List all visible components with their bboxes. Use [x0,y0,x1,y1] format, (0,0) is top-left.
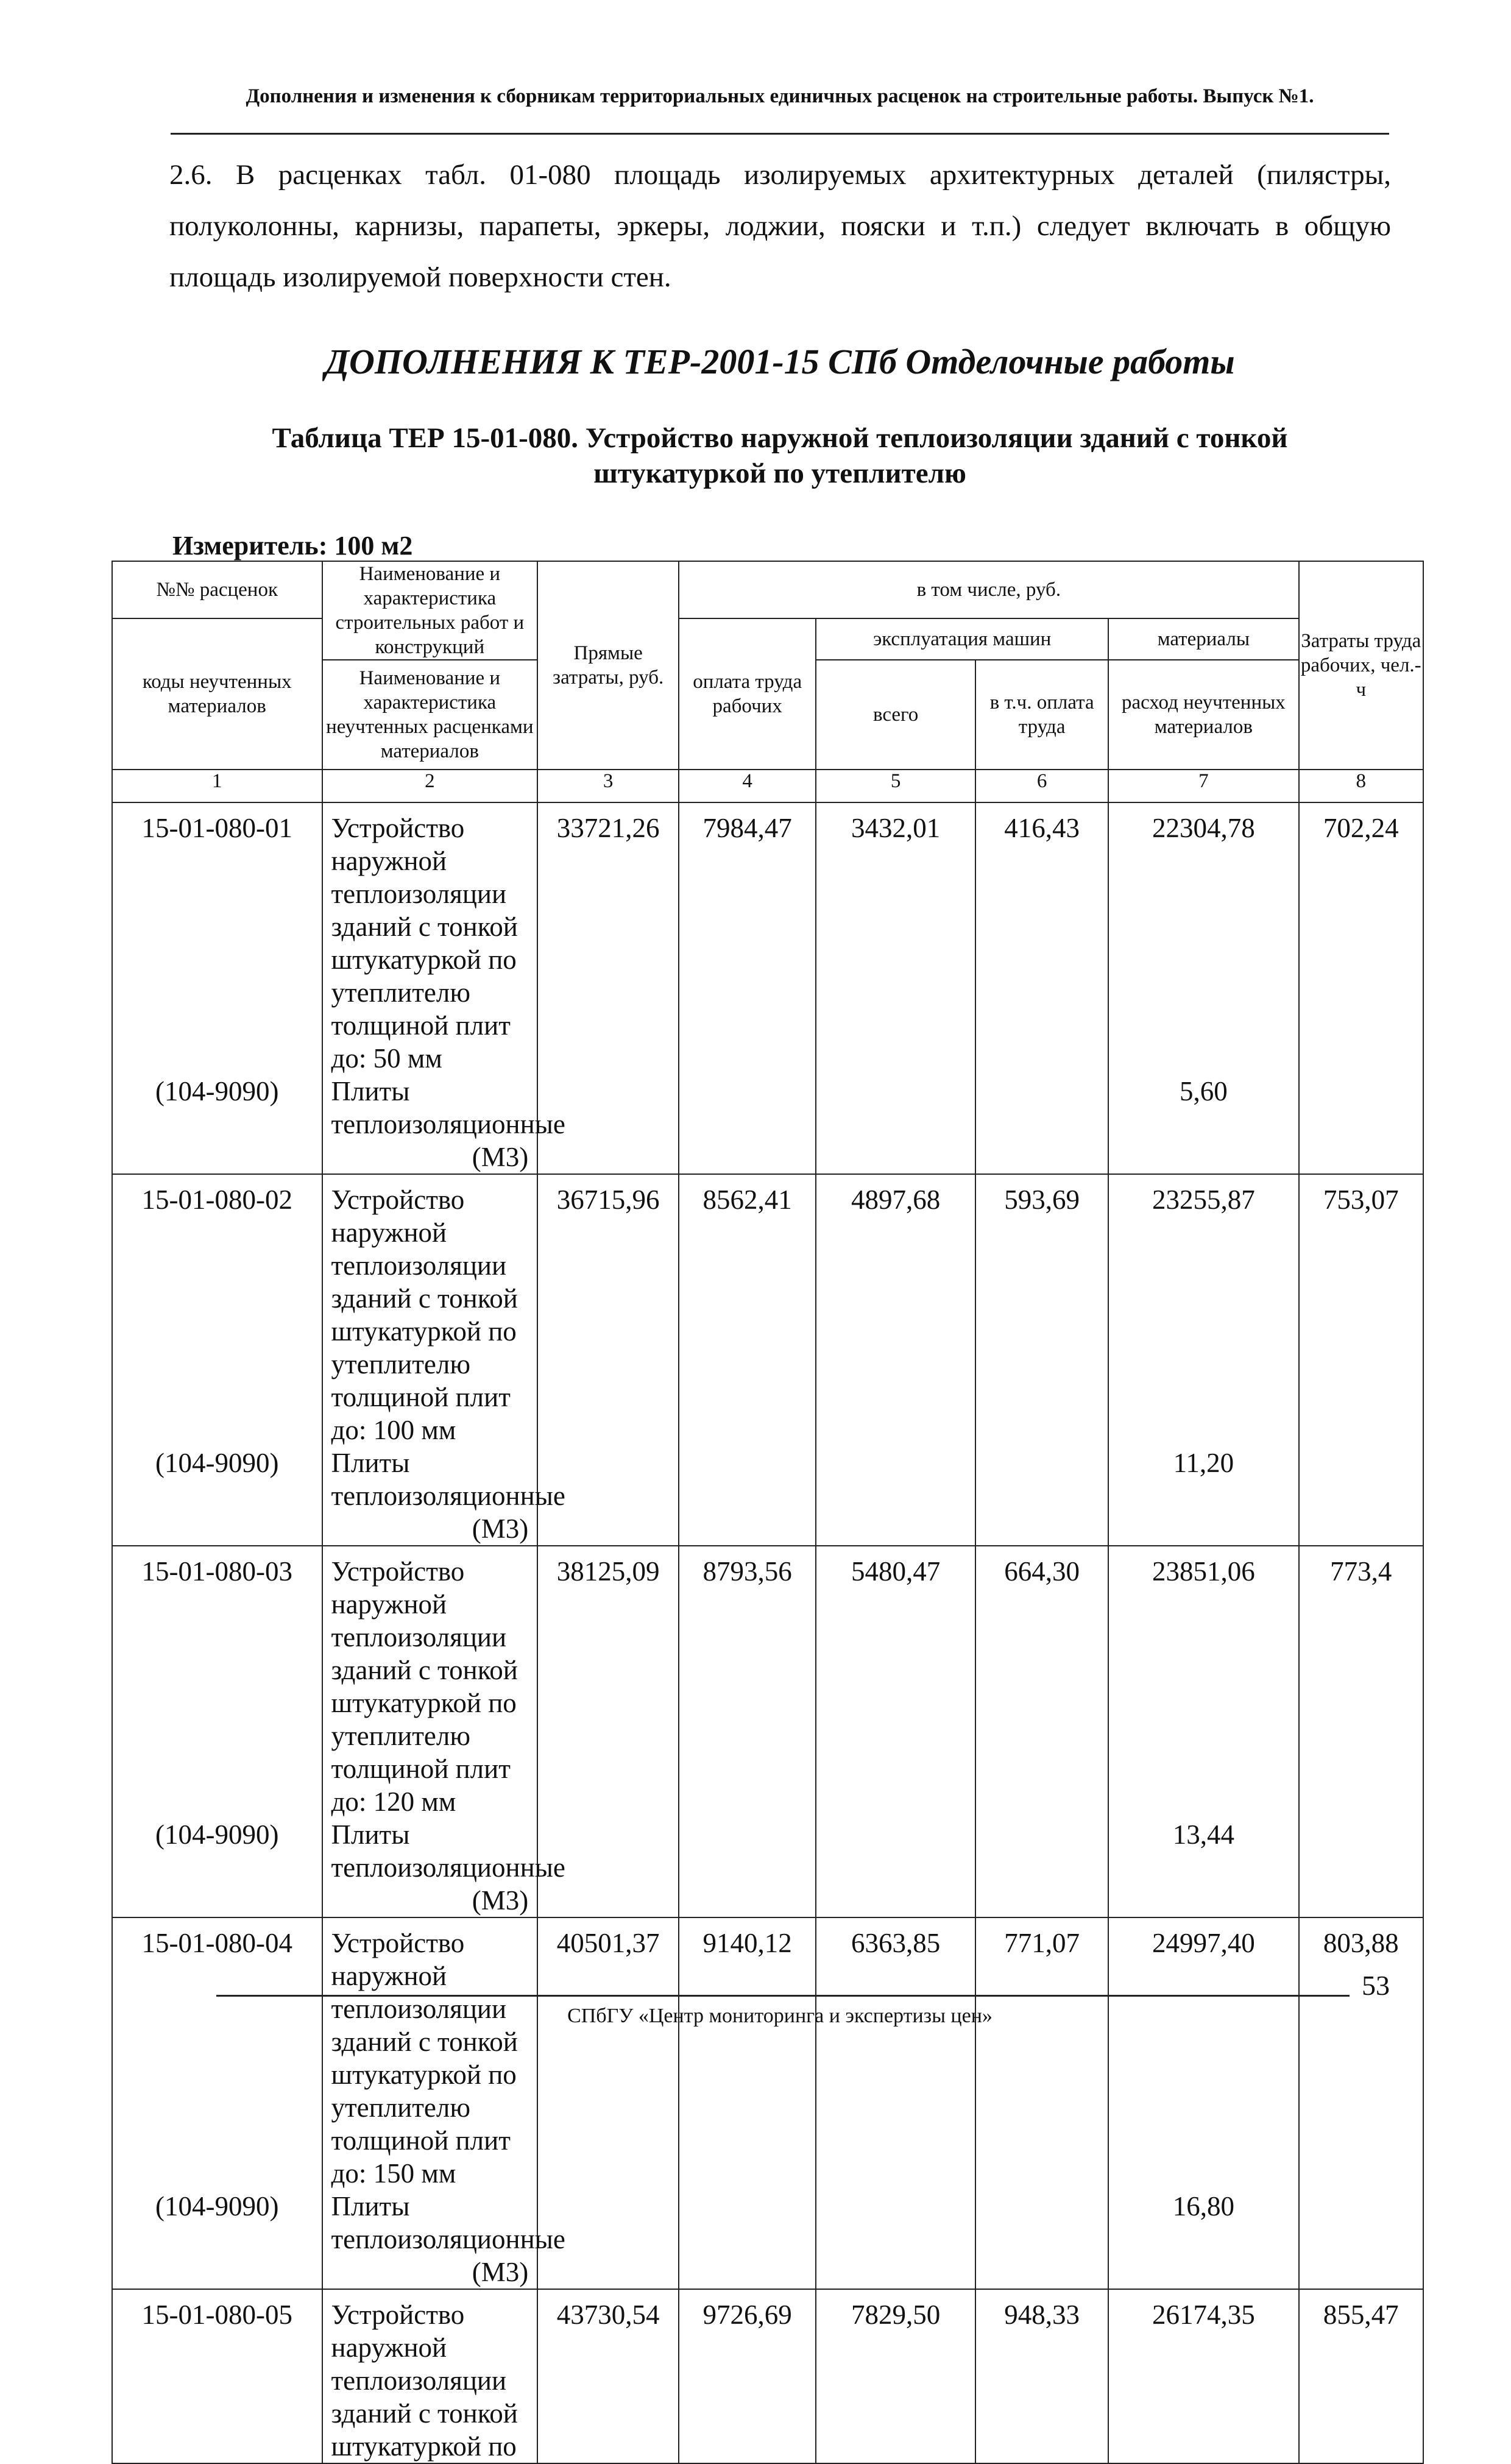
empty-cell [975,1446,1108,1546]
table-title [171,420,1389,491]
header-including: в том числе, руб. [679,561,1298,618]
empty-cell [816,2190,975,2289]
machines-total: 7829,50 [816,2289,975,2463]
header-machines-total: всего [816,660,975,770]
material-name-cell [322,1446,565,1546]
materials: 23851,06 [1108,1546,1298,1818]
section-heading: ДОПОЛНЕНИЯ К ТЕР-2001-15 СПб Отделочные работы [325,342,1235,381]
machines-wages: 948,33 [975,2289,1108,2463]
footer-rule [216,1995,1350,1997]
labor: 803,88 [1299,1917,1423,2190]
material-name-cell [322,1075,565,1174]
column-number: 4 [679,770,816,802]
labor: 855,47 [1299,2289,1423,2463]
header-rate-no: №№ расценок [112,561,322,618]
empty-cell [816,1075,975,1174]
machines-total: 3432,01 [816,802,975,1075]
material-name-cell [322,2190,565,2289]
material-name-cell [322,1818,565,1917]
column-number: 1 [112,770,322,802]
wages: 7984,47 [679,802,816,1075]
empty-cell [1299,1818,1423,1917]
material-quantity: 13,44 [1108,1818,1298,1917]
direct-costs: 40501,37 [537,1917,679,2190]
table-row [112,1174,1423,1446]
labor: 753,07 [1299,1174,1423,1446]
materials: 22304,78 [1108,802,1298,1075]
material-row [112,1446,1423,1546]
rate-code: 15-01-080-01 [112,802,322,1075]
labor: 702,24 [1299,802,1423,1075]
rates-table [111,561,1424,2464]
materials: 23255,87 [1108,1174,1298,1446]
machines-wages: 416,43 [975,802,1108,1075]
column-number: 3 [537,770,679,802]
empty-cell [1299,2190,1423,2289]
empty-cell [975,1818,1108,1917]
header-direct-costs: Прямые затраты, руб. [537,561,679,770]
machines-wages: 771,07 [975,1917,1108,2190]
empty-cell [975,2190,1108,2289]
column-number: 5 [816,770,975,802]
material-code: (104-9090) [112,2190,322,2289]
header-row-1 [112,561,1423,618]
material-unit: (М3) [472,2257,529,2287]
rate-name: Устройство наружной теплоизоляции зданий с тонкой штукатуркой по утеплителю толщиной плит до: 120 мм [322,1546,538,1818]
rate-code: 15-01-080-05 [112,2289,322,2463]
rate-code: 15-01-080-02 [112,1174,322,1446]
running-head: Дополнения и изменения к сборникам территориальных единичных расценок на строительные работы. Выпуск №1. [246,85,1314,107]
material-name: Плиты теплоизоляционные [331,2191,565,2254]
material-row [112,1818,1423,1917]
wages: 8562,41 [679,1174,816,1446]
table-row [112,1917,1423,2190]
labor: 773,4 [1299,1546,1423,1818]
direct-costs: 36715,96 [537,1174,679,1446]
header-machines-wages: в т.ч. оплата труда [975,660,1108,770]
empty-cell [679,1075,816,1174]
column-number: 8 [1299,770,1423,802]
material-row [112,1075,1423,1174]
rate-name: Устройство наружной теплоизоляции зданий с тонкой штукатуркой по утеплителю толщиной плит до: 50 мм [322,802,538,1075]
empty-cell [975,1075,1108,1174]
empty-cell [679,2190,816,2289]
measure-unit: Измеритель: 100 м2 [172,531,413,561]
material-quantity: 5,60 [1108,1075,1298,1174]
header-row-2 [112,618,1423,660]
material-row [112,2190,1423,2289]
direct-costs: 43730,54 [537,2289,679,2463]
empty-cell [1299,1075,1423,1174]
machines-wages: 593,69 [975,1174,1108,1446]
header-labor: Затраты труда рабочих, чел.-ч [1299,561,1423,770]
intro-paragraph: 2.6. В расценках табл. 01-080 площадь изолируемых архитектурных деталей (пилястры, полуколонны, карнизы, парапеты, эркеры, лоджии, пояски и т.п.) следует включать в общую площадь изолируемой поверхности стен. [169,159,1391,293]
empty-cell [679,1446,816,1546]
empty-cell [816,1446,975,1546]
rate-name: Устройство наружной теплоизоляции зданий с тонкой штукатуркой по утеплителю толщиной плит до: 150 мм [322,1917,538,2190]
table-row [112,2289,1423,2463]
header-materials: материалы [1108,618,1298,660]
header-materials-usage: расход неучтенных материалов [1108,660,1298,770]
column-numbers-row [112,770,1423,802]
empty-cell [816,1818,975,1917]
material-name: Плиты теплоизоляционные [331,1819,565,1883]
page-number: 53 [1362,1970,1390,2001]
column-number: 6 [975,770,1108,802]
empty-cell [1299,1446,1423,1546]
header-machines: эксплуатация машин [816,618,1108,660]
wages: 8793,56 [679,1546,816,1818]
table-row [112,802,1423,1075]
material-unit: (М3) [472,1513,529,1544]
material-quantity: 16,80 [1108,2190,1298,2289]
material-quantity: 11,20 [1108,1446,1298,1546]
table-row [112,1546,1423,1818]
wages: 9726,69 [679,2289,816,2463]
machines-total: 6363,85 [816,1917,975,2190]
machines-total: 5480,47 [816,1546,975,1818]
footer-organization: СПбГУ «Центр мониторинга и экспертизы цен» [567,2005,993,2027]
materials: 24997,40 [1108,1917,1298,2190]
rate-code: 15-01-080-04 [112,1917,322,2190]
material-code: (104-9090) [112,1446,322,1546]
material-name: Плиты теплоизоляционные [331,1448,565,1511]
rate-name: Устройство наружной теплоизоляции зданий с тонкой штукатуркой по [322,2289,538,2463]
header-wages: оплата труда рабочих [679,618,816,770]
material-code: (104-9090) [112,1075,322,1174]
header-material-codes: коды неучтенных материалов [112,618,322,770]
empty-cell [679,1818,816,1917]
rate-name: Устройство наружной теплоизоляции зданий с тонкой штукатуркой по утеплителю толщиной плит до: 100 мм [322,1174,538,1446]
machines-total: 4897,68 [816,1174,975,1446]
wages: 9140,12 [679,1917,816,2190]
material-unit: (М3) [472,1885,529,1916]
material-code: (104-9090) [112,1818,322,1917]
material-name: Плиты теплоизоляционные [331,1076,565,1139]
direct-costs: 33721,26 [537,802,679,1075]
materials: 26174,35 [1108,2289,1298,2463]
rate-code: 15-01-080-03 [112,1546,322,1818]
machines-wages: 664,30 [975,1546,1108,1818]
column-number: 7 [1108,770,1298,802]
table-title-line1: Таблица ТЕР 15-01-080. Устройство наружной теплоизоляции зданий с тонкой [272,422,1288,454]
header-work-name: Наименование и характеристика строительных работ и конструкций [322,561,538,660]
column-number: 2 [322,770,538,802]
direct-costs: 38125,09 [537,1546,679,1818]
material-unit: (М3) [472,1142,529,1172]
header-material-names: Наименование и характеристика неучтенных расценками материалов [322,660,538,770]
table-title-line2: штукатуркой по утеплителю [593,458,966,489]
header-rule [171,133,1389,135]
